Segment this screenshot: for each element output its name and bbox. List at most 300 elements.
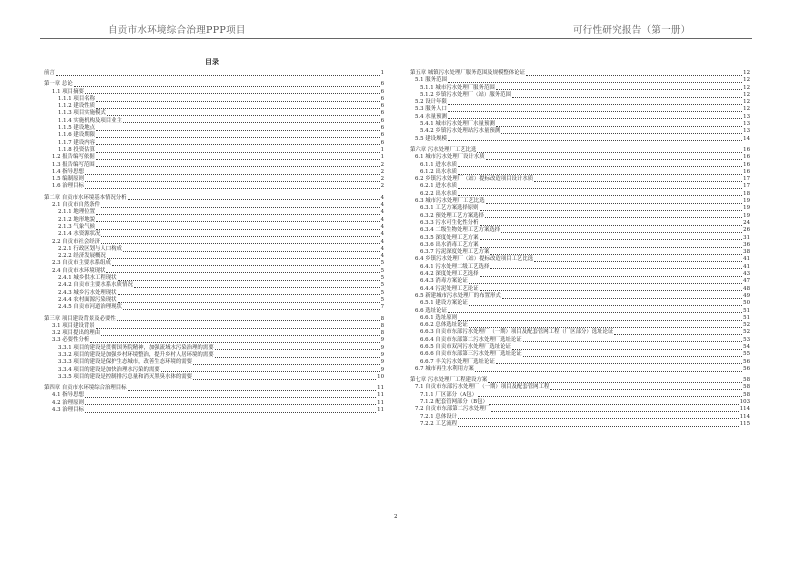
toc-dot-leader — [193, 379, 376, 380]
toc-entry-page: 16 — [743, 168, 750, 175]
toc-entry-title: 2.1 自贡市自然条件 — [52, 202, 101, 209]
toc-dot-leader — [488, 382, 742, 383]
toc-entry-title: 1.1.2 建设性质 — [58, 103, 95, 110]
toc-dot-leader — [458, 174, 742, 175]
toc-entry-title: 6.4.4 污泥处理工艺论证 — [420, 285, 479, 292]
toc-entry-page: 52 — [743, 322, 750, 329]
toc-entry[interactable] — [44, 110, 384, 117]
toc-entry[interactable] — [44, 290, 384, 297]
toc-entry-title: 6.1.1 进水水质 — [420, 161, 457, 168]
toc-entry-page: 54 — [743, 343, 750, 350]
toc-entry-title: 5.1.2 乡镇污水处理厂（站）服务范围 — [420, 91, 511, 98]
toc-entry-title: 6.6.4 自贡市东部第二污水处理厂选址论证 — [420, 336, 522, 343]
toc-entry-page: 58 — [743, 384, 750, 391]
toc-dot-leader — [134, 287, 380, 288]
toc-dot-leader — [496, 89, 742, 90]
toc-entry-page: 2 — [380, 183, 384, 190]
toc-entry-page: 9 — [380, 366, 384, 373]
toc-dot-leader — [523, 356, 742, 357]
toc-entry-page: 8 — [380, 330, 384, 337]
toc-entry[interactable] — [410, 114, 750, 121]
toc-entry-title: 2.4.1 城乡供水工程现状 — [58, 275, 117, 282]
toc-entry-title: 第七章 污水处理厂工程建设方案 — [410, 377, 488, 384]
toc-entry-page: 9 — [380, 344, 384, 351]
toc-entry-title: 3.3.2 项目的建设是加强乡村环境整治，提升乡村人居环境的需要 — [58, 351, 214, 358]
toc-entry[interactable] — [44, 125, 384, 132]
toc-dot-leader — [489, 404, 739, 405]
toc-entry-title: 6.4.2 深度处理工艺选择 — [420, 271, 479, 278]
toc-dot-leader — [550, 389, 742, 390]
toc-entry[interactable] — [44, 260, 384, 267]
toc-entry-title: 第三章 项目建设背景及必要性 — [44, 315, 116, 322]
toc-entry[interactable] — [44, 118, 384, 125]
toc-entry[interactable] — [410, 359, 750, 366]
toc-entry[interactable] — [410, 162, 750, 169]
toc-entry-title: 3.3.3 项目的建设是保护生态城市，改善生态环境的需要 — [58, 359, 193, 366]
toc-dot-leader — [469, 305, 742, 306]
toc-dot-leader — [448, 118, 742, 119]
toc-chapter-entry[interactable] — [44, 316, 384, 323]
toc-entry-title: 6.6.3 自贡市东部污水处理厂（一期）项目及配套管网工程（厂区部分）选址论证 — [420, 329, 614, 336]
toc-entry-title: 5.3 服务人口 — [415, 106, 447, 113]
toc-entry[interactable] — [410, 421, 750, 428]
toc-entry-title: 1.1.4 实施机构及项目业主 — [58, 117, 122, 124]
toc-dot-leader — [458, 418, 739, 419]
toc-entry-title: 3.3.1 项目的建设是贯彻国务院精神，加强流域水污染治理的需要 — [58, 344, 214, 351]
toc-entry-title: 7.1.2 配套管网部分（B包） — [420, 399, 488, 406]
toc-dot-leader — [96, 159, 380, 160]
toc-entry[interactable] — [44, 154, 384, 161]
toc-entry-title: 6.4 乡镇污水处理厂（站）提标改造项目工艺比选 — [415, 256, 534, 263]
toc-dot-leader — [85, 412, 376, 413]
toc-dot-leader — [534, 181, 742, 182]
toc-dot-leader — [101, 243, 380, 244]
toc-entry-title: 5.2 设计年限 — [415, 99, 447, 106]
toc-entry-page: 4 — [380, 194, 384, 201]
toc-dot-leader — [512, 97, 742, 98]
toc-dot-leader — [469, 283, 742, 284]
toc-entry[interactable] — [410, 308, 750, 315]
toc-dot-leader — [85, 93, 380, 94]
toc-entry[interactable] — [44, 217, 384, 224]
header-rule — [40, 38, 752, 39]
page-number: 2 — [394, 514, 398, 520]
toc-entry-title: 6.3.7 污泥深度处理工艺方案 — [420, 249, 490, 256]
toc-entry-title: 前言 — [44, 70, 55, 76]
toc-dot-leader — [123, 251, 380, 252]
toc-dot-leader — [458, 426, 739, 427]
toc-entry-page: 4 — [380, 238, 384, 245]
toc-entry-page: 103 — [739, 399, 750, 406]
toc-entry-title: 第一章 总论 — [44, 81, 73, 88]
toc-dot-leader — [96, 108, 380, 109]
toc-entry[interactable] — [44, 304, 384, 311]
toc-entry-title: 1.1.3 项目实施模式 — [58, 110, 106, 117]
toc-entry-page: 4 — [380, 245, 384, 252]
toc-entry[interactable] — [410, 351, 750, 358]
toc-entry-page: 13 — [743, 113, 750, 120]
toc-entry[interactable] — [44, 268, 384, 275]
toc-dot-leader — [101, 207, 380, 208]
toc-entry-page: 5 — [380, 275, 384, 282]
toc-dot-leader — [523, 341, 742, 342]
toc-entry-page: 4 — [380, 231, 384, 238]
toc-entry[interactable] — [410, 406, 750, 413]
toc-dot-leader — [96, 229, 380, 230]
toc-entry-page: 12 — [743, 91, 750, 98]
toc-dot-leader — [458, 188, 742, 189]
toc-entry-title: 3.3.4 项目的建设是加快治理水污染的需要 — [58, 366, 160, 373]
toc-entry-title: 1.1.7 建设内容 — [58, 139, 95, 146]
toc-dot-leader — [490, 254, 742, 255]
toc-entry[interactable] — [410, 136, 750, 143]
toc-entry[interactable] — [410, 85, 750, 92]
toc-dot-leader — [193, 364, 380, 365]
toc-entry-title: 6.3.1 工艺方案选择原则 — [420, 205, 479, 212]
toc-dot-leader — [534, 261, 742, 262]
toc-entry-title: 6.3.3 污水可生化性分析 — [420, 219, 479, 226]
toc-entry[interactable] — [410, 227, 750, 234]
toc-entry-title: 5.4.1 城市污水处理厂水量预测 — [420, 121, 495, 128]
toc-dot-leader — [96, 144, 380, 145]
toc-entry-title: 1.4 指导思想 — [52, 168, 84, 175]
toc-entry-page: 8 — [380, 322, 384, 329]
toc-entry-title: 2.4.2 自贡市主要水系水质情况 — [58, 282, 133, 289]
toc-entry[interactable] — [410, 278, 750, 285]
toc-entry-title: 第四章 自贡市水环境综合治理目标 — [44, 385, 127, 392]
toc-entry[interactable] — [410, 264, 750, 271]
toc-entry[interactable] — [410, 154, 750, 161]
toc-entry[interactable] — [410, 128, 750, 135]
toc-dot-leader — [112, 265, 380, 266]
toc-entry-title: 1.1 项目摘要 — [52, 88, 84, 95]
toc-dot-leader — [469, 327, 742, 328]
toc-entry-title: 2.1.2 地形地貌 — [58, 216, 95, 223]
toc-entry[interactable] — [410, 205, 750, 212]
toc-entry[interactable] — [410, 92, 750, 99]
toc-dot-leader — [486, 203, 743, 204]
toc-entry-page: 47 — [743, 278, 750, 285]
toc-entry[interactable] — [44, 367, 384, 374]
toc-dot-leader — [458, 166, 742, 167]
toc-entry-title: 2.3 自贡市主要水系组成 — [52, 260, 111, 267]
toc-dot-leader — [128, 390, 377, 391]
toc-entry[interactable] — [44, 140, 384, 147]
toc-chapter-entry[interactable] — [44, 195, 384, 202]
toc-dot-leader — [117, 320, 380, 321]
toc-dot-leader — [475, 371, 742, 372]
toc-entry-title: 2.2 自贡市社会经济 — [52, 238, 101, 245]
toc-entry-page: 49 — [743, 292, 750, 299]
toc-entry-page: 5 — [380, 267, 384, 274]
toc-dot-leader — [56, 75, 380, 76]
toc-entry-page: 51 — [743, 307, 750, 314]
toc-dot-leader — [96, 214, 380, 215]
toc-entry-page: 6 — [380, 117, 384, 124]
toc-dot-leader — [512, 349, 742, 350]
toc-entry-title: 5.5 建设规模 — [415, 135, 447, 142]
toc-entry-title: 5.4.2 乡镇污水处理站污水量预测 — [420, 128, 501, 135]
toc-entry[interactable] — [44, 345, 384, 352]
toc-entry-title: 6.6 选址论证 — [415, 307, 447, 314]
toc-dot-leader — [480, 225, 743, 226]
toc-entry-page: 6 — [380, 81, 384, 88]
toc-entry-page: 17 — [743, 176, 750, 183]
toc-entry[interactable] — [410, 99, 750, 106]
toc-entry-title: 1.1.5 建设地点 — [58, 125, 95, 132]
toc-chapter-entry[interactable] — [44, 70, 384, 77]
toc-dot-leader — [480, 239, 743, 240]
toc-entry-page: 9 — [380, 351, 384, 358]
toc-entry-page: 12 — [743, 99, 750, 106]
toc-entry[interactable] — [410, 337, 750, 344]
toc-entry-title: 2.2.2 经济发展概况 — [58, 253, 106, 260]
toc-entry-title: 7.2.1 总体设计 — [420, 413, 457, 420]
toc-entry[interactable] — [410, 106, 750, 113]
toc-entry-title: 1.5 编制原则 — [52, 176, 84, 183]
toc-dot-leader — [161, 371, 380, 372]
toc-entry-page: 115 — [739, 420, 750, 427]
toc-entry[interactable] — [410, 183, 750, 190]
toc-entry-page: 55 — [743, 351, 750, 358]
toc-entry[interactable] — [44, 169, 384, 176]
toc-right-column — [410, 70, 750, 428]
toc-entry-page: 2 — [380, 161, 384, 168]
toc-left-column — [44, 70, 384, 414]
toc-entry-title: 2.1.3 气象气候 — [58, 223, 95, 230]
toc-entry[interactable] — [410, 77, 750, 84]
toc-entry-page: 16 — [743, 161, 750, 168]
toc-entry-title: 1.3 报告编写范围 — [52, 161, 95, 168]
toc-dot-leader — [85, 188, 380, 189]
toc-dot-leader — [477, 152, 742, 153]
toc-entry-page: 6 — [380, 110, 384, 117]
toc-entry[interactable] — [44, 392, 384, 399]
toc-entry-page: 41 — [743, 263, 750, 270]
toc-dot-leader — [502, 298, 742, 299]
toc-entry-page: 14 — [743, 135, 750, 142]
toc-dot-leader — [106, 272, 379, 273]
toc-entry-title: 1.2 报告编写依据 — [52, 154, 95, 161]
toc-entry-title: 6.3.6 出水消毒工艺方案 — [420, 241, 479, 248]
toc-dot-leader — [96, 221, 380, 222]
toc-dot-leader — [501, 232, 742, 233]
toc-entry[interactable] — [410, 286, 750, 293]
toc-dot-leader — [123, 309, 380, 310]
toc-entry-page: 1 — [380, 146, 384, 153]
toc-chapter-entry[interactable] — [410, 70, 750, 77]
toc-entry-page: 114 — [739, 413, 750, 420]
toc-dot-leader — [480, 276, 743, 277]
toc-dot-leader — [118, 280, 380, 281]
toc-entry-page: 11 — [377, 385, 384, 392]
toc-entry-title: 2.1.1 地理位置 — [58, 209, 95, 216]
toc-entry-page: 48 — [743, 285, 750, 292]
toc-entry-page: 19 — [743, 198, 750, 205]
toc-entry[interactable] — [410, 191, 750, 198]
toc-dot-leader — [496, 363, 742, 364]
toc-dot-leader — [215, 357, 380, 358]
toc-entry-page: 4 — [380, 216, 384, 223]
toc-entry-title: 2.2.1 行政区划与人口构成 — [58, 245, 122, 252]
toc-entry-title: 4.2 治理原则 — [52, 399, 84, 406]
toc-dot-leader — [74, 86, 380, 87]
toc-entry-title: 1.6 治理目标 — [52, 183, 84, 190]
toc-entry-title: 6.3.5 深度处理工艺方案 — [420, 234, 479, 241]
toc-entry-page: 38 — [743, 249, 750, 256]
toc-entry-title: 7.2 自贡市东部第二污水处理厂 — [415, 406, 490, 413]
toc-entry-page: 12 — [743, 84, 750, 91]
toc-entry[interactable] — [44, 400, 384, 407]
toc-entry[interactable] — [44, 202, 384, 209]
toc-entry-title: 6.1.2 出水水质 — [420, 168, 457, 175]
toc-entry[interactable] — [44, 374, 384, 381]
toc-entry-title: 5.1 服务范围 — [415, 77, 447, 84]
toc-entry-page: 5 — [380, 289, 384, 296]
toc-entry[interactable] — [410, 176, 750, 183]
toc-entry-title: 2.4.3 城乡污水处理现状 — [58, 289, 117, 296]
toc-entry-page: 41 — [743, 256, 750, 263]
toc-dot-leader — [85, 181, 380, 182]
toc-entry-page: 53 — [743, 336, 750, 343]
toc-dot-leader — [480, 247, 743, 248]
toc-entry[interactable] — [44, 132, 384, 139]
toc-entry-title: 6.6.2 总体选址论证 — [420, 322, 468, 329]
toc-entry-page: 4 — [380, 209, 384, 216]
toc-entry-title: 第六章 污水处理厂工艺比选 — [410, 146, 477, 153]
toc-entry[interactable] — [410, 315, 750, 322]
toc-dot-leader — [85, 404, 376, 405]
toc-chapter-entry[interactable] — [44, 385, 384, 392]
toc-entry-page: 4 — [380, 223, 384, 230]
toc-entry[interactable] — [410, 392, 750, 399]
toc-title: 目录 — [205, 57, 219, 66]
toc-entry-title: 7.1.1 厂区部分（A包） — [420, 391, 478, 398]
toc-entry-title: 6.2.1 进水水质 — [420, 183, 457, 190]
toc-entry-page: 11 — [377, 407, 384, 414]
toc-entry[interactable] — [410, 256, 750, 263]
toc-entry-page: 1 — [380, 154, 384, 161]
toc-chapter-entry[interactable] — [44, 81, 384, 88]
toc-entry-page: 50 — [743, 300, 750, 307]
toc-dot-leader — [215, 349, 380, 350]
toc-entry-page: 4 — [380, 202, 384, 209]
toc-entry-title: 6.4.1 污水处理二级工艺选择 — [420, 263, 490, 270]
toc-dot-leader — [96, 101, 380, 102]
toc-dot-leader — [458, 320, 742, 321]
toc-dot-leader — [448, 312, 742, 313]
toc-entry[interactable] — [44, 96, 384, 103]
toc-entry-page: 2 — [380, 168, 384, 175]
toc-dot-leader — [480, 210, 743, 211]
toc-entry[interactable] — [44, 282, 384, 289]
toc-entry-title: 6.6.5 自贡市双河污水处理厂选址论证 — [420, 343, 511, 350]
toc-dot-leader — [96, 152, 380, 153]
toc-dot-leader — [448, 111, 742, 112]
toc-entry[interactable] — [44, 176, 384, 183]
toc-entry-page: 6 — [380, 132, 384, 139]
toc-dot-leader — [85, 174, 380, 175]
toc-entry[interactable] — [410, 213, 750, 220]
toc-entry-title: 1.1.1 项目名称 — [58, 95, 95, 102]
toc-dot-leader — [491, 411, 739, 412]
toc-entry-page: 12 — [743, 106, 750, 113]
toc-entry[interactable] — [44, 337, 384, 344]
toc-entry-page: 43 — [743, 271, 750, 278]
toc-dot-leader — [96, 130, 380, 131]
toc-entry-title: 7.2.2 工艺流程 — [420, 420, 457, 427]
toc-entry[interactable] — [44, 147, 384, 154]
toc-entry-title: 3.3.5 项目的建设是控制排污总量和消灭黑臭水体的需要 — [58, 373, 193, 380]
toc-entry-page: 16 — [743, 154, 750, 161]
toc-entry-page: 52 — [743, 329, 750, 336]
toc-entry-title: 2.4 自贡市水环境现状 — [52, 267, 106, 274]
toc-entry-page: 9 — [380, 359, 384, 366]
toc-entry-page: 13 — [743, 121, 750, 128]
toc-entry[interactable] — [44, 330, 384, 337]
toc-entry[interactable] — [44, 209, 384, 216]
toc-entry-page: 6 — [380, 103, 384, 110]
toc-entry[interactable] — [44, 323, 384, 330]
toc-entry-title: 2.4.4 农村面源污染现状 — [58, 296, 117, 303]
toc-entry[interactable] — [410, 384, 750, 391]
toc-entry-title: 6.2 乡镇污水处理厂（站）提标改造项目设计水质 — [415, 176, 534, 183]
toc-entry[interactable] — [44, 239, 384, 246]
toc-entry-page: 9 — [380, 337, 384, 344]
toc-entry-page: 8 — [380, 315, 384, 322]
toc-entry[interactable] — [44, 407, 384, 414]
toc-entry-title: 6.6.6 自贡市东部第三污水处理厂选址论证 — [420, 351, 522, 358]
toc-dot-leader — [101, 335, 380, 336]
toc-entry-page: 58 — [743, 377, 750, 384]
toc-dot-leader — [478, 396, 742, 397]
toc-dot-leader — [123, 122, 380, 123]
toc-entry-page: 56 — [743, 365, 750, 372]
toc-entry-title: 5.4 水量预测 — [415, 113, 447, 120]
toc-entry-page: 10 — [377, 373, 384, 380]
toc-entry[interactable] — [410, 366, 750, 373]
toc-dot-leader — [118, 302, 380, 303]
toc-entry[interactable] — [410, 329, 750, 336]
toc-dot-leader — [526, 75, 742, 76]
toc-entry-title: 5.1.1 城市污水处理厂服务范围 — [420, 84, 495, 91]
toc-entry[interactable] — [44, 89, 384, 96]
toc-entry[interactable] — [44, 359, 384, 366]
toc-entry[interactable] — [410, 235, 750, 242]
toc-entry-page: 56 — [743, 358, 750, 365]
toc-entry-title: 6.2.2 出水水质 — [420, 190, 457, 197]
toc-entry-page: 6 — [380, 88, 384, 95]
toc-dot-leader — [96, 137, 380, 138]
toc-entry[interactable] — [44, 162, 384, 169]
toc-entry-title: 7.1 自贡市东部污水处理厂（一期）项目及配套管网工程 — [415, 384, 550, 391]
toc-entry-page: 12 — [743, 70, 750, 76]
toc-dot-leader — [501, 133, 742, 134]
toc-entry[interactable] — [410, 300, 750, 307]
toc-dot-leader — [485, 217, 742, 218]
toc-entry[interactable] — [44, 231, 384, 238]
toc-entry-title: 6.3 城市污水处理厂工艺比选 — [415, 198, 485, 205]
toc-entry-page: 26 — [743, 227, 750, 234]
toc-entry[interactable] — [410, 414, 750, 421]
toc-dot-leader — [448, 82, 742, 83]
toc-entry-page: 1 — [380, 70, 384, 76]
toc-dot-leader — [107, 258, 380, 259]
toc-entry-page: 18 — [743, 190, 750, 197]
toc-entry[interactable] — [44, 183, 384, 190]
toc-entry-page: 4 — [380, 253, 384, 260]
toc-dot-leader — [118, 294, 380, 295]
